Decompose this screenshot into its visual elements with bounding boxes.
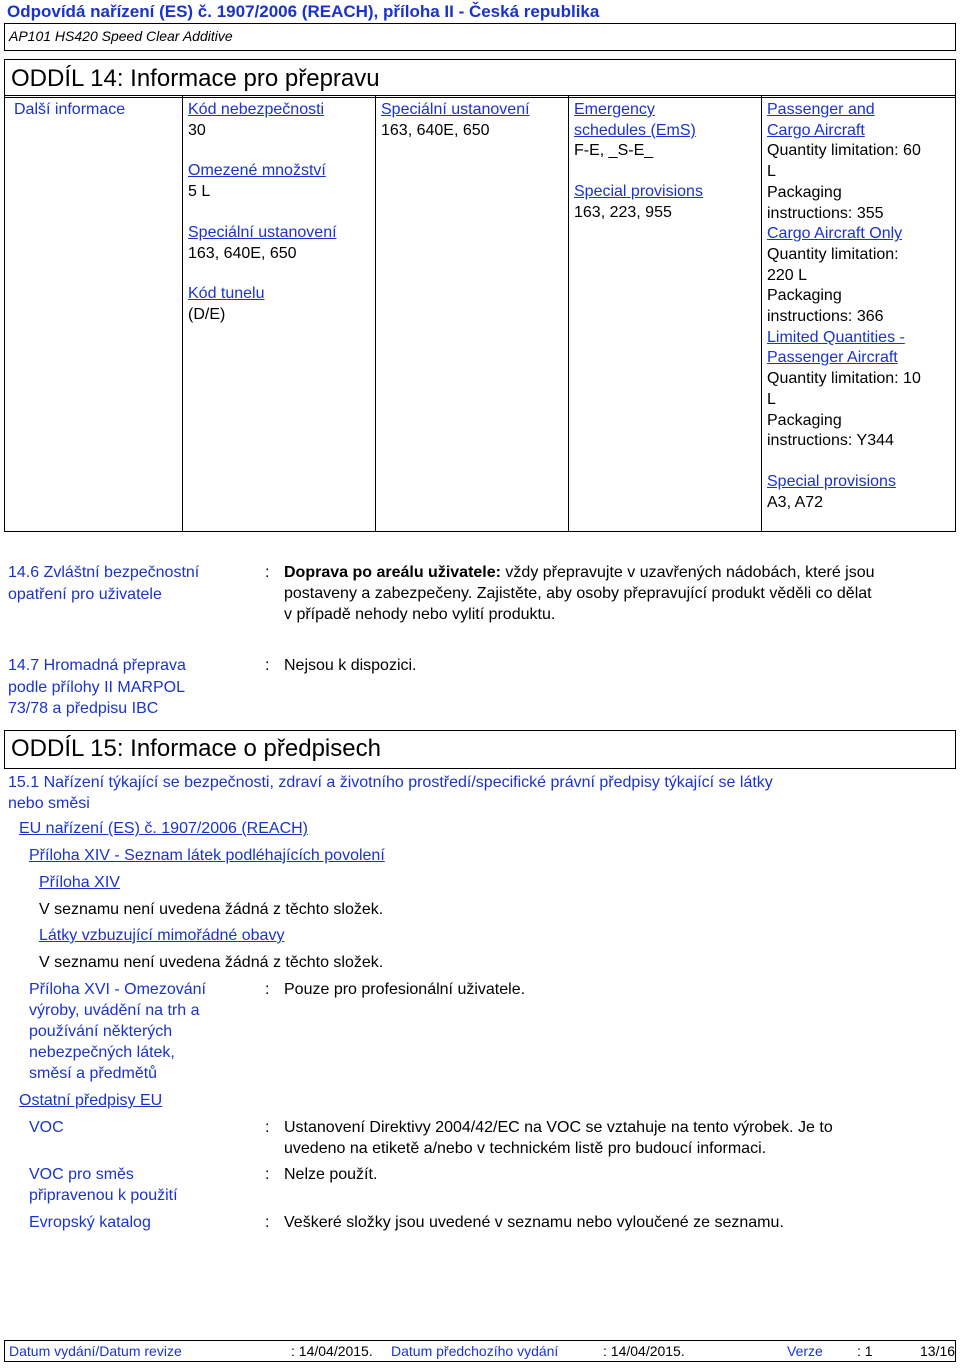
annex-xvi-label-line: používání některých (29, 1023, 173, 1040)
packaging-instructions: Packaging (767, 183, 842, 201)
voc-colon: : (265, 1119, 270, 1136)
other-eu-heading: Ostatní předpisy EU (19, 1092, 163, 1109)
column-divider (761, 96, 762, 531)
section-15-header (4, 730, 956, 769)
ems-label: schedules (EmS) (574, 121, 696, 139)
ems-value: F-E, _S-E_ (574, 142, 654, 160)
limited-quantities-label: Limited Quantities - (767, 328, 905, 346)
footer (4, 1340, 956, 1362)
version-label: Verze (787, 1343, 823, 1359)
annex-xvi-label-line: směsí a předmětů (29, 1065, 158, 1082)
row-label-additional-info: Další informace (14, 101, 126, 118)
issue-date-label: Datum vydání/Datum revize (9, 1343, 182, 1359)
column-divider (568, 96, 569, 531)
ems-label: Emergency (574, 101, 655, 118)
limited-quantities-label: Passenger Aircraft (767, 349, 898, 367)
packaging-instructions: instructions: 355 (767, 204, 884, 222)
cargo-only-label: Cargo Aircraft Only (767, 225, 903, 243)
svhc-label: Látky vzbuzující mimořádné obavy (39, 927, 285, 944)
special-provisions-value: 163, 223, 955 (574, 203, 672, 221)
item-14-7-colon: : (265, 657, 270, 674)
passenger-cargo-label: Passenger and (767, 101, 875, 118)
annex-xvi-label-line: Příloha XVI - Omezování (29, 981, 206, 998)
item-14-6-text: vždy přepravujte v uzavřených nádobách, které jsou (500, 564, 875, 581)
item-14-6-bold: Doprava po areálu uživatele: (284, 564, 501, 581)
subsection-15-1-title (8, 772, 773, 814)
section-14-title: ODDÍL 14: Informace pro přepravu (11, 65, 380, 92)
packaging-instructions: instructions: 366 (767, 308, 884, 326)
voc-mix-label-line: VOC pro směs (29, 1166, 134, 1183)
limited-quantity-label: Omezené množství (188, 162, 326, 180)
voc-value (284, 1117, 833, 1159)
voc-mix-label-line: připravenou k použití (29, 1187, 178, 1204)
special-provisions-label: Speciální ustanovení (188, 223, 337, 241)
item-14-6-text: v případě nehody nebo vylití produktu. (284, 606, 556, 623)
annex-xiv-value: V seznamu není uvedena žádná z těchto složek. (39, 901, 384, 918)
packaging-instructions: Packaging (767, 287, 842, 305)
subsection-15-1-line: nebo směsi (8, 795, 90, 812)
special-provisions-value: A3, A72 (767, 493, 824, 511)
voc-label: VOC (29, 1119, 64, 1136)
special-provisions-value: 163, 640E, 650 (188, 244, 297, 262)
rid-column (381, 100, 530, 141)
limited-quantity-value: 5 L (188, 183, 211, 201)
quantity-limitation: L (767, 390, 776, 408)
annex-xiv-heading: Příloha XIV - Seznam látek podléhajících povolení (29, 847, 385, 864)
item-14-6-text: postaveny a zabezpečeny. Zajistěte, aby osoby přepravující produkt věděli co dělat (284, 585, 872, 602)
previous-date-value: : 14/04/2015. (603, 1343, 685, 1359)
item-14-7-value: Nejsou k dispozici. (284, 657, 417, 674)
item-14-7-label-line: podle přílohy II MARPOL (8, 678, 185, 696)
quantity-limitation: L (767, 163, 776, 181)
product-name-box (4, 23, 956, 51)
packaging-instructions: instructions: Y344 (767, 432, 894, 450)
imdg-column (574, 100, 703, 224)
voc-value-line: Ustanovení Direktivy 2004/42/EC na VOC se vztahuje na tento výrobek. Je to (284, 1119, 833, 1136)
version-value: : 1 (857, 1343, 873, 1359)
section-15-title: ODDÍL 15: Informace o předpisech (11, 735, 381, 762)
special-provisions-label: Speciální ustanovení (381, 101, 530, 118)
item-14-7-label-line: 73/78 a předpisu IBC (8, 700, 159, 717)
iata-column (767, 100, 921, 513)
annex-xvi-label (29, 979, 206, 1084)
item-14-6-colon: : (265, 564, 270, 581)
column-divider (375, 96, 376, 531)
section-15-divider (4, 768, 956, 769)
voc-value-line: uvedeno na etiketě a/nebo v technickém listě pro budoucí informaci. (284, 1140, 767, 1157)
item-14-6-label-line: 14.6 Zvláštní bezpečnostní (8, 564, 200, 581)
voc-mix-value: Nelze použít. (284, 1166, 378, 1183)
passenger-cargo-label: Cargo Aircraft (767, 121, 865, 139)
special-provisions-label: Special provisions (767, 472, 896, 490)
packaging-instructions: Packaging (767, 411, 842, 429)
section-14-header (4, 59, 956, 98)
quantity-limitation: Quantity limitation: 60 (767, 142, 921, 160)
eu-catalog-value: Veškeré složky jsou uvedené v seznamu nebo vyloučené ze seznamu. (284, 1214, 784, 1231)
annex-xiv-label: Příloha XIV (39, 874, 120, 891)
tunnel-code-value: (D/E) (188, 305, 226, 323)
annex-xvi-value: Pouze pro profesionální uživatele. (284, 981, 526, 998)
annex-xvi-label-line: nebezpečných látek, (29, 1044, 175, 1061)
eu-catalog-label: Evropský katalog (29, 1214, 151, 1231)
previous-date-label: Datum předchozího vydání (391, 1343, 559, 1359)
voc-mix-label (29, 1164, 178, 1206)
annex-xvi-label-line: výroby, uvádění na trh a (29, 1002, 200, 1019)
hazard-code-label: Kód nebezpečnosti (188, 101, 325, 118)
special-provisions-value: 163, 640E, 650 (381, 121, 490, 139)
annex-xvi-colon: : (265, 981, 270, 998)
issue-date-value: : 14/04/2015. (291, 1343, 373, 1359)
eu-catalog-colon: : (265, 1214, 270, 1231)
adr-column (188, 100, 337, 326)
column-divider (182, 96, 183, 531)
voc-mix-colon: : (265, 1166, 270, 1183)
quantity-limitation: Quantity limitation: (767, 245, 899, 263)
regulation-title: Odpovídá nařízení (ES) č. 1907/2006 (REACH), příloha II - Česká republika (7, 2, 600, 21)
special-provisions-label: Special provisions (574, 183, 703, 201)
quantity-limitation: Quantity limitation: 10 (767, 370, 921, 388)
subsection-15-1-line: 15.1 Nařízení týkající se bezpečnosti, zdraví a životního prostředí/specifické právní předpisy týkající se látky (8, 774, 773, 791)
product-name: AP101 HS420 Speed Clear Additive (9, 28, 233, 44)
item-14-7-label (8, 655, 186, 720)
item-14-7-label-line: 14.7 Hromadná přeprava (8, 657, 186, 674)
tunnel-code-label: Kód tunelu (188, 285, 265, 303)
hazard-code-value: 30 (188, 121, 206, 139)
quantity-limitation: 220 L (767, 266, 808, 284)
item-14-6-label (8, 562, 199, 605)
item-14-6-value (284, 562, 954, 625)
eu-reach-heading: EU nařízení (ES) č. 1907/2006 (REACH) (19, 820, 309, 837)
page-number: 13/16 (920, 1343, 956, 1359)
transport-table (4, 95, 956, 532)
item-14-6-label-line: opatření pro uživatele (8, 585, 162, 603)
svhc-value: V seznamu není uvedena žádná z těchto složek. (39, 954, 384, 971)
